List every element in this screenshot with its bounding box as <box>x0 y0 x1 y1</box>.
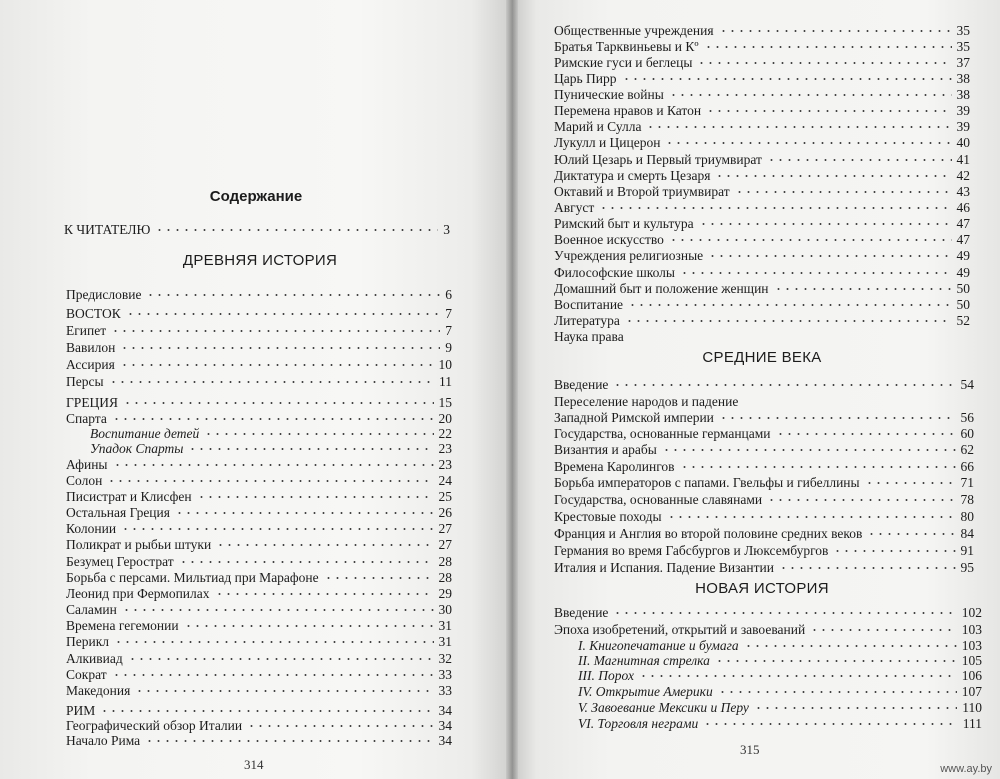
toc-entry-title: III. Порох <box>578 668 634 683</box>
toc-entry-page: 38 <box>956 87 970 102</box>
toc-entry <box>90 440 452 457</box>
dot-leader <box>703 723 958 725</box>
toc-entry <box>554 102 970 119</box>
toc-entry <box>66 456 452 473</box>
dot-leader <box>107 480 433 482</box>
toc-entry-page: 49 <box>956 265 970 280</box>
toc-entry <box>66 553 452 570</box>
toc-entry-page: 15 <box>438 395 452 410</box>
toc-entry-title: Колонии <box>66 521 117 536</box>
toc-entry-title: Учреждения религиозные <box>554 248 704 263</box>
toc-entry <box>66 585 452 602</box>
toc-entry-title: Начало Рима <box>66 733 141 748</box>
toc-entry-page: 102 <box>961 605 982 620</box>
dot-leader <box>155 229 438 231</box>
toc-entry-title: Византия и арабы <box>554 442 657 457</box>
toc-entry-title: Введение <box>554 605 609 620</box>
toc-entry <box>66 617 452 634</box>
toc-entry-title: IV. Открытие Америки <box>578 684 713 699</box>
toc-entry-title: Саламин <box>66 602 117 617</box>
toc-entry <box>66 472 452 489</box>
toc-entry-title: I. Книгопечатание и бумага <box>578 638 739 653</box>
toc-entry <box>554 542 974 559</box>
toc-entry <box>554 604 982 621</box>
toc-entry-page: 23 <box>438 457 452 472</box>
dot-leader <box>123 402 433 404</box>
toc-entry-title: Лукулл и Цицерон <box>554 135 661 150</box>
toc-entry <box>578 715 982 732</box>
watermark-text: www.ay.by <box>940 763 992 775</box>
toc-entry <box>554 425 974 442</box>
dot-leader <box>122 609 434 611</box>
toc-entry-title: Вавилон <box>66 340 116 355</box>
toc-entry <box>66 286 452 303</box>
toc-entry-page: 3 <box>443 222 450 237</box>
dot-leader <box>715 175 951 177</box>
toc-entry-page: 9 <box>445 340 452 355</box>
toc-entry <box>66 569 452 586</box>
toc-entry-page: 30 <box>438 602 452 617</box>
toc-entry <box>554 393 974 410</box>
toc-entry-page: 35 <box>956 23 970 38</box>
toc-entry <box>554 559 974 576</box>
toc-entry-page: 40 <box>956 135 970 150</box>
toc-entry <box>554 215 970 232</box>
toc-entry-title: Государства, основанные славянами <box>554 492 763 507</box>
toc-entry <box>66 732 452 749</box>
dot-leader <box>667 516 956 518</box>
toc-entry <box>66 666 452 683</box>
toc-entry-page: 28 <box>438 570 452 585</box>
toc-entry-page: 43 <box>956 184 970 199</box>
dot-leader <box>197 496 434 498</box>
toc-entry-page: 71 <box>960 475 974 490</box>
dot-leader <box>120 347 440 349</box>
toc-entry-title: Римский быт и культура <box>554 216 694 231</box>
toc-entry-page: 49 <box>956 248 970 263</box>
toc-entry-page: 25 <box>438 489 452 504</box>
dot-leader <box>324 577 434 579</box>
toc-entry <box>554 151 970 168</box>
toc-entry-title: Афины <box>66 457 108 472</box>
toc-entry-title: Марий и Сулла <box>554 119 642 134</box>
toc-entry-page: 54 <box>960 377 974 392</box>
toc-entry-page: 107 <box>961 684 982 699</box>
toc-entry-page: 29 <box>438 586 452 601</box>
toc-entry <box>66 322 452 339</box>
dot-leader <box>810 629 957 631</box>
toc-entry-title: Военное искусство <box>554 232 664 247</box>
toc-entry-page: 42 <box>956 168 970 183</box>
toc-entry-title: Времена Каролингов <box>554 459 675 474</box>
toc-entry-title: Братья Тарквиньевы и Кº <box>554 39 699 54</box>
toc-entry-page: 20 <box>438 411 452 426</box>
dot-leader <box>754 707 957 709</box>
toc-entry-title: Введение <box>554 377 609 392</box>
toc-entry <box>554 491 974 508</box>
toc-entry <box>66 488 452 505</box>
toc-entry-page: 33 <box>438 683 452 698</box>
toc-entry-title: Германия во время Габсбургов и Люксембургов <box>554 543 829 558</box>
toc-entry-title: ГРЕЦИЯ <box>66 395 119 410</box>
dot-leader <box>625 320 952 322</box>
toc-entry <box>554 167 970 184</box>
toc-entry <box>64 221 450 238</box>
toc-entry-title: Остальная Греция <box>66 505 170 520</box>
dot-leader <box>126 313 441 315</box>
dot-leader <box>665 142 951 144</box>
toc-entry-page: 34 <box>438 718 452 733</box>
toc-entry <box>554 474 974 491</box>
toc-entry-title: VI. Торговля неграми <box>578 716 699 731</box>
toc-entry-page: 50 <box>956 297 970 312</box>
dot-leader <box>145 740 433 742</box>
toc-entry <box>66 682 452 699</box>
dot-leader <box>865 482 956 484</box>
toc-entry-title: Времена гегемонии <box>66 618 179 633</box>
dot-leader <box>767 499 955 501</box>
toc-entry <box>554 621 982 638</box>
toc-entry-title: ВОСТОК <box>66 306 121 321</box>
toc-entry-page: 31 <box>438 618 452 633</box>
toc-entry-page: 27 <box>438 537 452 552</box>
toc-entry-page: 84 <box>960 526 974 541</box>
toc-entry <box>554 86 970 103</box>
toc-entry-page: 31 <box>438 634 452 649</box>
dot-leader <box>100 710 433 712</box>
dot-leader <box>680 466 956 468</box>
toc-entry-page: 56 <box>960 410 974 425</box>
toc-entry-title: Солон <box>66 473 103 488</box>
toc-entry-title: Спарта <box>66 411 107 426</box>
toc-entry-title: Воспитание детей <box>90 426 200 441</box>
toc-entry <box>554 231 970 248</box>
toc-entry-page: 103 <box>961 638 982 653</box>
toc-entry-page: 24 <box>438 473 452 488</box>
dot-leader <box>646 126 951 128</box>
dot-leader <box>109 381 434 383</box>
toc-entry-title: Египет <box>66 323 107 338</box>
dot-leader <box>744 645 957 647</box>
toc-entry-page: 47 <box>956 232 970 247</box>
toc-entry <box>66 356 452 373</box>
dot-leader <box>613 612 956 614</box>
page-number-left: 314 <box>244 757 264 772</box>
toc-entry-page: 33 <box>438 667 452 682</box>
toc-entry <box>554 296 970 313</box>
dot-leader <box>867 533 955 535</box>
toc-entry-title: Упадок Спарты <box>90 441 184 456</box>
toc-entry-page: 78 <box>960 492 974 507</box>
section-new-history: НОВАЯ ИСТОРИЯ <box>695 580 829 597</box>
contents-title: Содержание <box>209 188 303 205</box>
dot-leader <box>715 660 957 662</box>
dot-leader <box>179 561 434 563</box>
section-middle-ages: СРЕДНИЕ ВЕКА <box>702 349 822 366</box>
toc-entry-page: 28 <box>438 554 452 569</box>
toc-entry-title: Октавий и Второй триумвират <box>554 184 730 199</box>
toc-entry <box>66 633 452 650</box>
toc-entry-page: 91 <box>960 543 974 558</box>
dot-leader <box>215 593 434 595</box>
toc-entry <box>554 54 970 71</box>
toc-entry-page: 66 <box>960 459 974 474</box>
toc-entry-page: 38 <box>956 71 970 86</box>
dot-leader <box>613 384 955 386</box>
dot-leader <box>662 449 956 451</box>
toc-entry-title: Леонид при Фермопилах <box>66 586 210 601</box>
dot-leader <box>833 550 955 552</box>
page-number-right: 315 <box>740 742 760 757</box>
dot-leader <box>735 191 952 193</box>
dot-leader <box>639 675 957 677</box>
toc-entry <box>554 312 970 329</box>
toc-entry <box>554 376 974 393</box>
toc-entry <box>66 373 452 390</box>
toc-entry-title: Борьба императоров с папами. Гвельфы и гибеллины <box>554 475 860 490</box>
toc-entry-title: Поликрат и рыбьи штуки <box>66 537 212 552</box>
dot-leader <box>767 159 952 161</box>
dot-leader <box>706 110 951 112</box>
dot-leader <box>175 512 434 514</box>
toc-entry-title: Перемена нравов и Катон <box>554 103 702 118</box>
toc-entry-title: Борьба с персами. Мильтиад при Марафоне <box>66 570 319 585</box>
toc-entry <box>554 22 970 39</box>
toc-entry-title: Общественные учреждения <box>554 23 714 38</box>
toc-entry-title: Ассирия <box>66 357 115 372</box>
dot-leader <box>779 567 956 569</box>
toc-entry <box>554 280 970 297</box>
dot-leader <box>719 417 956 419</box>
toc-entry-page: 105 <box>961 653 982 668</box>
toc-entry-title: Государства, основанные германцами <box>554 426 771 441</box>
dot-leader <box>699 223 952 225</box>
toc-entry-page: 26 <box>438 505 452 520</box>
toc-entry-title: Август <box>554 200 595 215</box>
toc-entry-title: Воспитание <box>554 297 624 312</box>
toc-entry-page: 103 <box>961 622 982 637</box>
toc-entry-title: Философские школы <box>554 265 675 280</box>
toc-entry <box>554 525 974 542</box>
toc-entry-title: Пунические войны <box>554 87 664 102</box>
toc-entry-page: 62 <box>960 442 974 457</box>
dot-leader <box>184 625 434 627</box>
toc-entry-page: 80 <box>960 509 974 524</box>
toc-entry <box>66 339 452 356</box>
toc-entry-title: К ЧИТАТЕЛЮ <box>64 222 151 237</box>
toc-entry <box>554 328 970 345</box>
toc-entry-page: 47 <box>956 216 970 231</box>
dot-leader <box>113 464 434 466</box>
dot-leader <box>697 62 951 64</box>
toc-entry-page: 106 <box>961 668 982 683</box>
dot-leader <box>216 544 433 546</box>
dot-leader <box>112 674 434 676</box>
toc-entry <box>66 650 452 667</box>
dot-leader <box>628 304 951 306</box>
toc-entry-title: Царь Пирр <box>554 71 617 86</box>
toc-entry <box>66 305 452 322</box>
toc-entry-title: Диктатура и смерть Цезаря <box>554 168 711 183</box>
toc-entry-page: 41 <box>956 152 970 167</box>
toc-entry <box>554 458 974 475</box>
toc-entry-title: Франция и Англия во второй половине средних веков <box>554 526 863 541</box>
dot-leader <box>669 94 952 96</box>
toc-entry-title: Географический обзор Италии <box>66 718 243 733</box>
toc-entry-title: Литература <box>554 313 620 328</box>
dot-leader <box>120 364 434 366</box>
toc-entry-page: 46 <box>956 200 970 215</box>
dot-leader <box>247 725 433 727</box>
toc-entry-title: Эпоха изобретений, открытий и завоеваний <box>554 622 806 637</box>
dot-leader <box>146 294 440 296</box>
toc-entry <box>578 699 982 716</box>
toc-entry-title: Предисловие <box>66 287 142 302</box>
dot-leader <box>188 448 433 450</box>
book-gutter <box>506 0 518 779</box>
toc-entry <box>554 70 970 87</box>
toc-entry-title: Домашний быт и положение женщин <box>554 281 769 296</box>
dot-leader <box>599 207 951 209</box>
toc-entry <box>554 118 970 135</box>
toc-entry <box>554 409 974 426</box>
toc-entry <box>66 504 452 521</box>
toc-entry-page: 111 <box>962 716 982 731</box>
toc-entry-page: 11 <box>439 374 452 389</box>
toc-entry-page: 60 <box>960 426 974 441</box>
dot-leader <box>718 691 957 693</box>
dot-leader <box>121 528 433 530</box>
toc-entry-page: 95 <box>960 560 974 575</box>
toc-entry-title: V. Завоевание Мексики и Перу <box>578 700 749 715</box>
toc-entry <box>554 441 974 458</box>
toc-entry-page: 110 <box>962 700 982 715</box>
toc-entry-page: 27 <box>438 521 452 536</box>
toc-entry-title: Юлий Цезарь и Первый триумвират <box>554 152 762 167</box>
toc-entry-page: 6 <box>445 287 452 302</box>
toc-entry-title: Писистрат и Клисфен <box>66 489 192 504</box>
toc-entry-title: Переселение народов и падение <box>554 394 739 409</box>
dot-leader <box>680 272 952 274</box>
dot-leader <box>622 78 952 80</box>
toc-entry-title: Западной Римской империи <box>554 410 714 425</box>
toc-entry <box>554 199 970 216</box>
toc-entry <box>554 183 970 200</box>
toc-entry-page: 39 <box>956 103 970 118</box>
toc-entry <box>554 247 970 264</box>
toc-entry-title: II. Магнитная стрелка <box>578 653 710 668</box>
toc-entry-page: 7 <box>445 323 452 338</box>
toc-entry <box>578 667 982 684</box>
toc-entry-page: 52 <box>956 313 970 328</box>
dot-leader <box>114 641 433 643</box>
toc-entry-page: 34 <box>438 703 452 718</box>
dot-leader <box>111 330 440 332</box>
toc-entry-title: Перикл <box>66 634 110 649</box>
dot-leader <box>204 433 433 435</box>
toc-entry-title: Безумец Герострат <box>66 554 174 569</box>
toc-entry <box>554 134 970 151</box>
toc-entry <box>66 394 452 411</box>
toc-entry <box>66 536 452 553</box>
toc-entry <box>66 520 452 537</box>
toc-entry-page: 7 <box>445 306 452 321</box>
toc-entry-page: 37 <box>956 55 970 70</box>
dot-leader <box>774 288 952 290</box>
toc-entry-title: Алкивиад <box>66 651 123 666</box>
toc-entry-title: Наука права <box>554 329 624 344</box>
toc-entry-title: Македония <box>66 683 131 698</box>
dot-leader <box>669 239 952 241</box>
toc-entry-page: 50 <box>956 281 970 296</box>
dot-leader <box>776 433 956 435</box>
toc-entry-page: 34 <box>438 733 452 748</box>
toc-entry <box>578 683 982 700</box>
toc-entry-title: Италия и Испания. Падение Византии <box>554 560 774 575</box>
dot-leader <box>135 690 433 692</box>
toc-entry-page: 39 <box>956 119 970 134</box>
dot-leader <box>719 30 952 32</box>
toc-entry-page: 23 <box>438 441 452 456</box>
toc-entry <box>554 264 970 281</box>
toc-entry-page: 32 <box>438 651 452 666</box>
toc-entry-title: РИМ <box>66 703 96 718</box>
right-page <box>512 0 1000 779</box>
section-ancient-history: ДРЕВНЯЯ ИСТОРИЯ <box>182 252 338 269</box>
toc-entry-page: 22 <box>438 426 452 441</box>
toc-entry-title: Римские гуси и беглецы <box>554 55 693 70</box>
dot-leader <box>128 658 434 660</box>
toc-entry-title: Сократ <box>66 667 107 682</box>
toc-entry <box>66 601 452 618</box>
toc-entry-title: Персы <box>66 374 104 389</box>
dot-leader <box>704 46 952 48</box>
toc-entry <box>554 38 970 55</box>
dot-leader <box>112 418 434 420</box>
toc-entry-page: 10 <box>438 357 452 372</box>
toc-entry <box>554 508 974 525</box>
dot-leader <box>708 255 951 257</box>
toc-entry-title: Крестовые походы <box>554 509 662 524</box>
toc-entry-page: 35 <box>956 39 970 54</box>
